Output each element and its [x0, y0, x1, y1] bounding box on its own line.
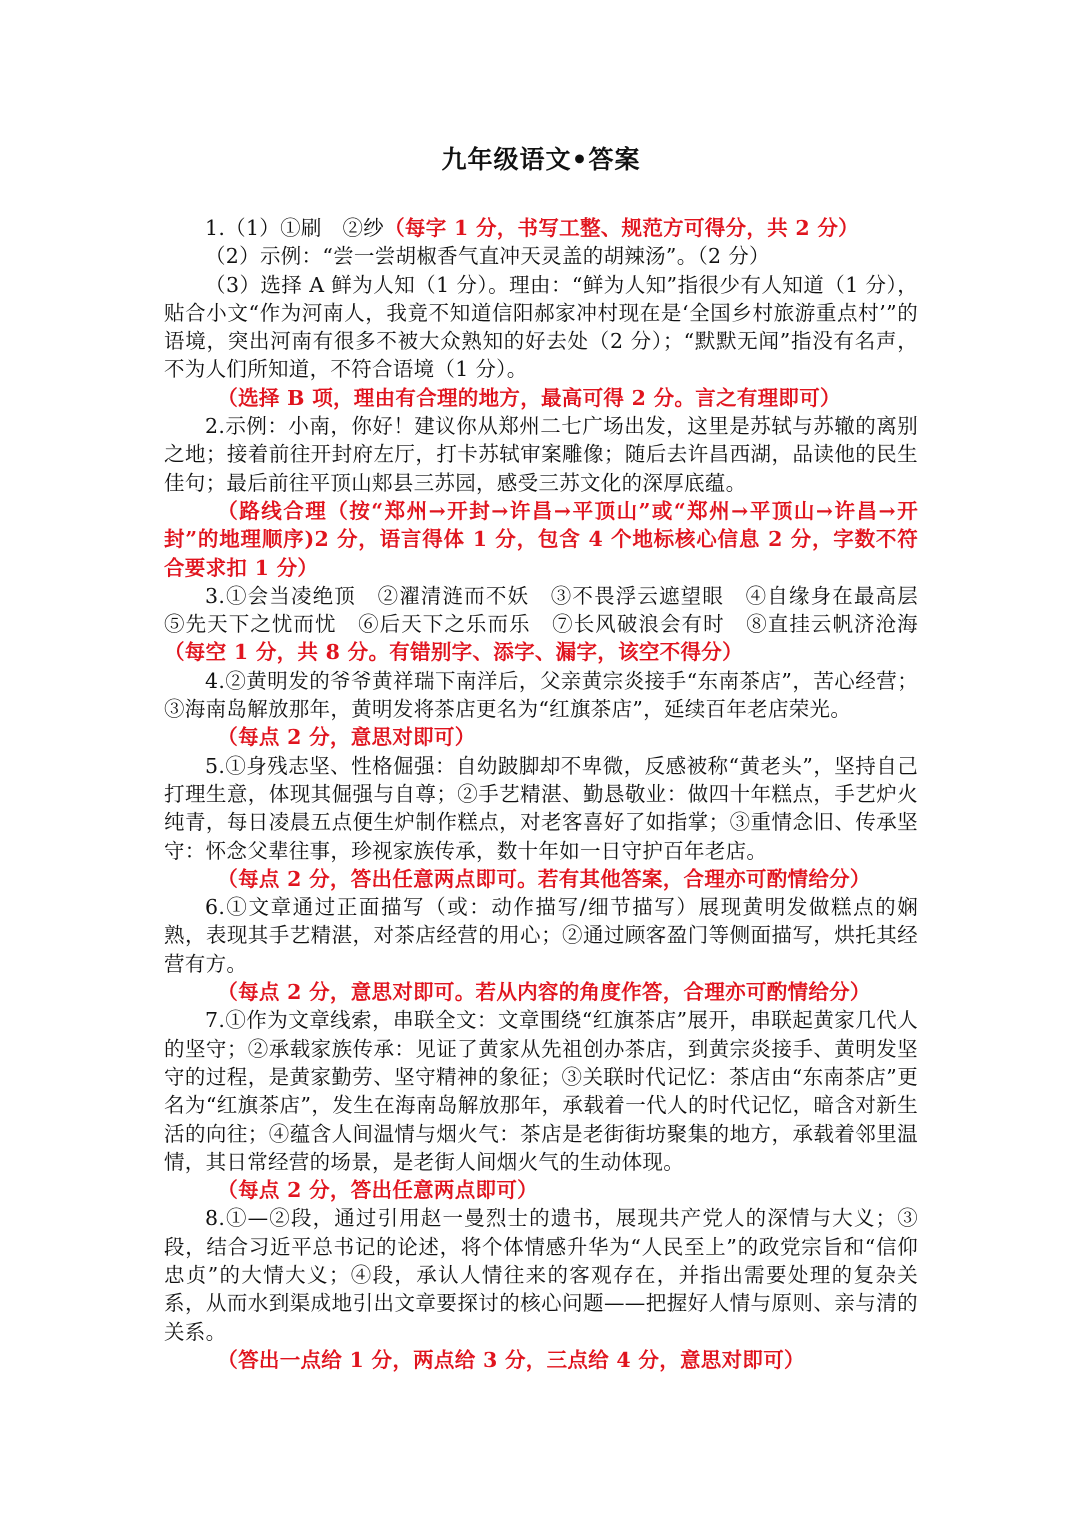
answer-1-1 — [164, 214, 918, 242]
answer-7-scoring: （每点 2 分，答出任意两点即可） — [217, 1178, 538, 1203]
answer-1-1-text: 1.（1）①刷 ②纱 — [205, 216, 385, 240]
answer-8: 8.①—②段，通过引用赵一曼烈士的遗书，展现共产党人的深情与大义；③段，结合习近平总书记的论述，将个体情感升华为“人民至上”的政党宗旨和“信仰忠贞”的大情大义；④段，承认人情往来的客观存在，并指出需要处理的复杂关系，从而水到渠成地引出文章要探讨的核心问题——把握好人情与原则、亲与清的关系。 — [164, 1206, 918, 1344]
answer-5: 5.①身残志坚、性格倔强：自幼跛脚却不卑微，反感被称“黄老头”，坚持自己打理生意，体现其倔强与自尊；②手艺精湛、勤恳敬业：做四十年糕点，手艺炉火纯青，每日凌晨五点便生炉制作糕点，对老客喜好了如指掌；③重情念旧、传承坚守：怀念父辈往事，珍视家族传承，数十年如一日守护百年老店。 — [164, 753, 918, 863]
answer-2-scoring: （路线合理（按“郑州→开封→许昌→平顶山”或“郑州→平顶山→许昌→开封”的地理顺序)2 分，语言得体 1 分，包含 4 个地标核心信息 2 分，字数不符合要求扣 1 分） — [164, 498, 918, 580]
answer-1-3: （3）选择 A 鲜为人知（1 分）。理由：“鲜为人知”指很少有人知道（1 分），贴合小文“作为河南人，我竟不知道信阳郝家冲村现在是‘全国乡村旅游重点村’”的语境，突出河南有很多不被大众熟知的好去处（2 分）；“默默无闻”指没有名声，不为人们所知道，不符合语境（1 分）。 — [164, 272, 918, 382]
answer-sheet — [164, 140, 939, 1374]
answer-5-scoring: （每点 2 分，答出任意两点即可。若有其他答案，合理亦可酌情给分） — [217, 866, 871, 891]
answer-2: 2.示例：小南，你好！建议你从郑州二七广场出发，这里是苏轼与苏辙的离别之地；接着前往开封府左厅，打卡苏轼审案雕像；随后去许昌西湖，品读他的民生佳句；最后前往平顶山郏县三苏园，感受三苏文化的深厚底蕴。 — [164, 414, 918, 495]
answer-content — [164, 214, 939, 1374]
answer-3 — [164, 582, 939, 667]
answer-6: 6.①文章通过正面描写（或：动作描写/细节描写）展现黄明发做糕点的娴熟，表现其手艺精湛，对茶店经营的用心；②通过顾客盈门等侧面描写，烘托其经营有方。 — [164, 895, 918, 976]
answer-1-1-scoring: （每字 1 分，书写工整、规范方可得分，共 2 分） — [384, 216, 859, 240]
answer-8-scoring: （答出一点给 1 分，两点给 3 分，三点给 4 分，意思对即可） — [217, 1347, 805, 1372]
answer-3-scoring: （每空 1 分，共 8 分。有错别字、添字、漏字，该空不得分） — [164, 640, 743, 665]
answer-7: 7.①作为文章线索，串联全文：文章围绕“红旗茶店”展开，串联起黄家几代人的坚守；②承载家族传承：见证了黄家从先祖创办茶店，到黄宗炎接手、黄明发坚守的过程，是黄家勤劳、坚守精神的象征；③关联时代记忆：茶店由“东南茶店”更名为“红旗茶店”，发生在海南岛解放那年，承载着一代人的时代记忆，暗含对新生活的向往；④蕴含人间温情与烟火气：茶店是老街街坊聚集的地方，承载着邻里温情，其日常经营的场景，是老街人间烟火气的生动体现。 — [164, 1008, 918, 1174]
answer-3-text: 3.①会当凌绝顶 ②濯清涟而不妖 ③不畏浮云遮望眼 ④自缘身在最高层 ⑤先天下之忧而忧 ⑥后天下之乐而乐 ⑦长风破浪会有时 ⑧直挂云帆济沧海 — [164, 583, 939, 637]
answer-6-scoring: （每点 2 分，意思对即可。若从内容的角度作答，合理亦可酌情给分） — [217, 980, 871, 1005]
answer-1-scoring: （选择 B 项，理由有合理的地方，最高可得 2 分。言之有理即可） — [217, 385, 841, 410]
answer-4-scoring: （每点 2 分，意思对即可） — [217, 725, 476, 750]
answer-4: 4.②黄明发的爷爷黄祥瑞下南洋后，父亲黄宗炎接手“东南茶店”，苦心经营；③海南岛解放那年，黄明发将茶店更名为“红旗茶店”，延续百年老店荣光。 — [164, 668, 918, 722]
page-title: 九年级语文•答案 — [441, 145, 641, 174]
answer-1-2: （2）示例：“尝一尝胡椒香气直冲天灵盖的胡辣汤”。（2 分） — [205, 244, 770, 269]
